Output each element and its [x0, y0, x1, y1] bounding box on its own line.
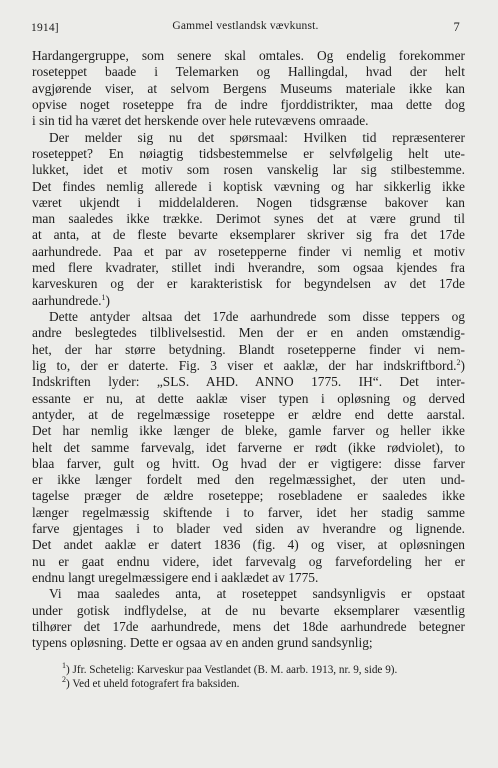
text-line: [32, 146, 465, 162]
line-text: lukket, idet et motiv som rosen vanskelig lar sig stilbestemme.: [32, 162, 465, 178]
text-line: [32, 407, 465, 423]
text-line: [32, 113, 465, 129]
line-text: farve gjentages i to blader ved siden av hverandre og lignende.: [32, 521, 465, 537]
text-line: [32, 293, 465, 309]
line-text: under gotisk indflydelse, at de nu bevarte eksemplarer væsentlig: [32, 602, 465, 618]
line-text: tagelse præger de ældre roseteppe; rosebladene er saaledes ikke: [32, 488, 465, 504]
text-line: [32, 586, 465, 602]
text-line: [32, 276, 465, 292]
line-text: Der melder sig nu det spørsmaal: Hvilken tid repræsenterer: [49, 129, 465, 145]
text-line: [32, 570, 465, 586]
text-line: [32, 260, 465, 276]
line-text: været ukjendt i middelalderen. Nogen tidsgrænse bakover kan: [32, 194, 465, 210]
page-number: 7: [453, 20, 460, 34]
running-header: [31, 20, 460, 35]
line-text: man saaledes ikke trække. Derimot synes det at være grund til: [32, 211, 465, 227]
text-line: [32, 635, 465, 651]
text-line: [32, 374, 465, 390]
line-text: at anta, at de fleste bevarte eksemplarer skriver sig fra det 17de: [32, 227, 465, 243]
text-line: [32, 81, 465, 97]
line-text: karveskuren og der er karakteristisk for begyndelsen av det 17de: [32, 276, 465, 292]
line-text: Dette antyder altsaa det 17de aarhundrede som disse teppers og: [49, 309, 465, 324]
text-line: [32, 537, 465, 553]
text-line: [32, 130, 465, 146]
line-text: i sin tid ha været det herskende over hele rutevævens omraade.: [32, 113, 369, 129]
text-line: [32, 554, 465, 570]
line-text: aarhundrede. Paa et par av rosetepperne finder vi nemlig et motiv: [32, 243, 465, 259]
line-text: aarhundrede.: [32, 292, 102, 308]
line-text: længer regelmæssig skiftende i to farver, idet her stadig samme: [32, 504, 465, 520]
line-text: Hardangergruppe, som senere skal omtales. Og endelig forekommer: [32, 48, 465, 63]
line-text: Det har nemlig ikke længer de bleke, gamle farver og heller ikke: [32, 423, 465, 439]
footnote-mark: 1: [62, 661, 66, 670]
line-text: essante er nu, at dette aaklæ viser typen i opløsning og derved: [32, 390, 465, 406]
text-line: [32, 505, 465, 521]
line-text: Det andet aaklæ er datert 1836 (fig. 4) og viser, at opløsningen: [32, 537, 465, 553]
footnote-paren: ): [66, 678, 73, 690]
line-text: er ikke længer fordelt med den regelmæssighet, der uten und-: [32, 472, 465, 488]
text-line: [32, 521, 465, 537]
text-line: [32, 472, 465, 488]
text-line: [32, 619, 465, 635]
text-line: [32, 325, 465, 341]
footnote-reference-paren: ): [460, 357, 465, 373]
text-line: [32, 162, 465, 178]
body-text: [32, 48, 465, 652]
line-text: het, der har større betydning. Blandt rosetepperne finder vi nem-: [32, 341, 465, 357]
line-text: roseteppet? En nøiagtig tidsbestemmelse er selvfølgelig helt ute-: [32, 145, 465, 161]
line-text: helt det samme farvevalg, idet farverne er rødt (ikke rødviolet), to: [32, 439, 465, 455]
text-line: [32, 64, 465, 80]
text-line: [32, 195, 465, 211]
footnote-paren: ): [66, 664, 73, 676]
footnotes: [32, 663, 465, 691]
line-text: roseteppet baade i Telemarken og Hallingdal, hvad der helt: [32, 64, 465, 80]
line-text: med flere kvadrater, stillet indi hverandre, som ogsaa kjendes fra: [32, 260, 465, 276]
text-line: [32, 342, 465, 358]
text-line: [32, 179, 465, 195]
text-line: [32, 391, 465, 407]
footnote-mark: 2: [62, 675, 66, 684]
text-line: [32, 423, 465, 439]
line-text: andre beslegtedes tilblivelsestid. Men der er en anden omstændig-: [32, 325, 465, 341]
text-line: [32, 603, 465, 619]
footnote-reference: 2: [456, 357, 461, 367]
text-line: [32, 227, 465, 243]
text-line: [32, 211, 465, 227]
line-text: avgjørende viser, at selvom Bergens Museums materiale ikke kan: [32, 80, 465, 96]
text-line: [32, 358, 465, 374]
header-year: 1914]: [31, 22, 59, 34]
header-title: Gammel vestlandsk vævkunst.: [172, 20, 319, 32]
line-text: Det findes nemlig allerede i koptisk vævning og har sikkerlig ikke: [32, 178, 465, 194]
text-line: [32, 244, 465, 260]
footnote: [32, 663, 465, 677]
line-text: typens opløsning. Dette er ogsaa av en anden grund sandsynlig;: [32, 635, 373, 651]
footnote: [32, 677, 465, 691]
text-line: [32, 97, 465, 113]
line-text: tilhører det 17de aarhundrede, mens det 18de aarhundrede betegner: [32, 618, 465, 634]
line-text: endnu langt uregelmæssigere end i aaklædet av 1775.: [32, 570, 319, 585]
line-text: blaa farver, gult og hvitt. Og hvad der er vigtigere: disse farver: [32, 455, 465, 471]
line-text: Vi maa saaledes anta, at roseteppet sandsynligvis er opstaat: [49, 586, 465, 602]
line-text: Indskriften lyder: „SLS. AHD. ANNO 1775. IH“. Det inter-: [32, 374, 465, 390]
line-text: lig to, der er daterte. Fig. 3 viser et aaklæ, der har indskriftbord.: [32, 357, 457, 373]
text-line: [32, 440, 465, 456]
text-line: [32, 456, 465, 472]
footnote-reference-paren: ): [105, 292, 110, 308]
line-text: nu er gaat endnu videre, idet farvevalg og farvefordeling her er: [32, 553, 465, 569]
text-line: [32, 309, 465, 325]
footnote-text: Ved et uheld fotografert fra baksiden.: [72, 678, 240, 690]
line-text: opvise noget roseteppe fra de indre fjorddistrikter, maa dette dog: [32, 96, 465, 112]
line-text: antyder, at de regelmæssige roseteppe er ældre end dette aarstal.: [32, 406, 465, 422]
text-line: [32, 488, 465, 504]
footnote-reference: 1: [101, 292, 106, 302]
text-line: [32, 48, 465, 64]
footnote-text: Jfr. Schetelig: Karveskur paa Vestlandet (B. M. aarb. 1913, nr. 9, side 9).: [72, 664, 398, 676]
